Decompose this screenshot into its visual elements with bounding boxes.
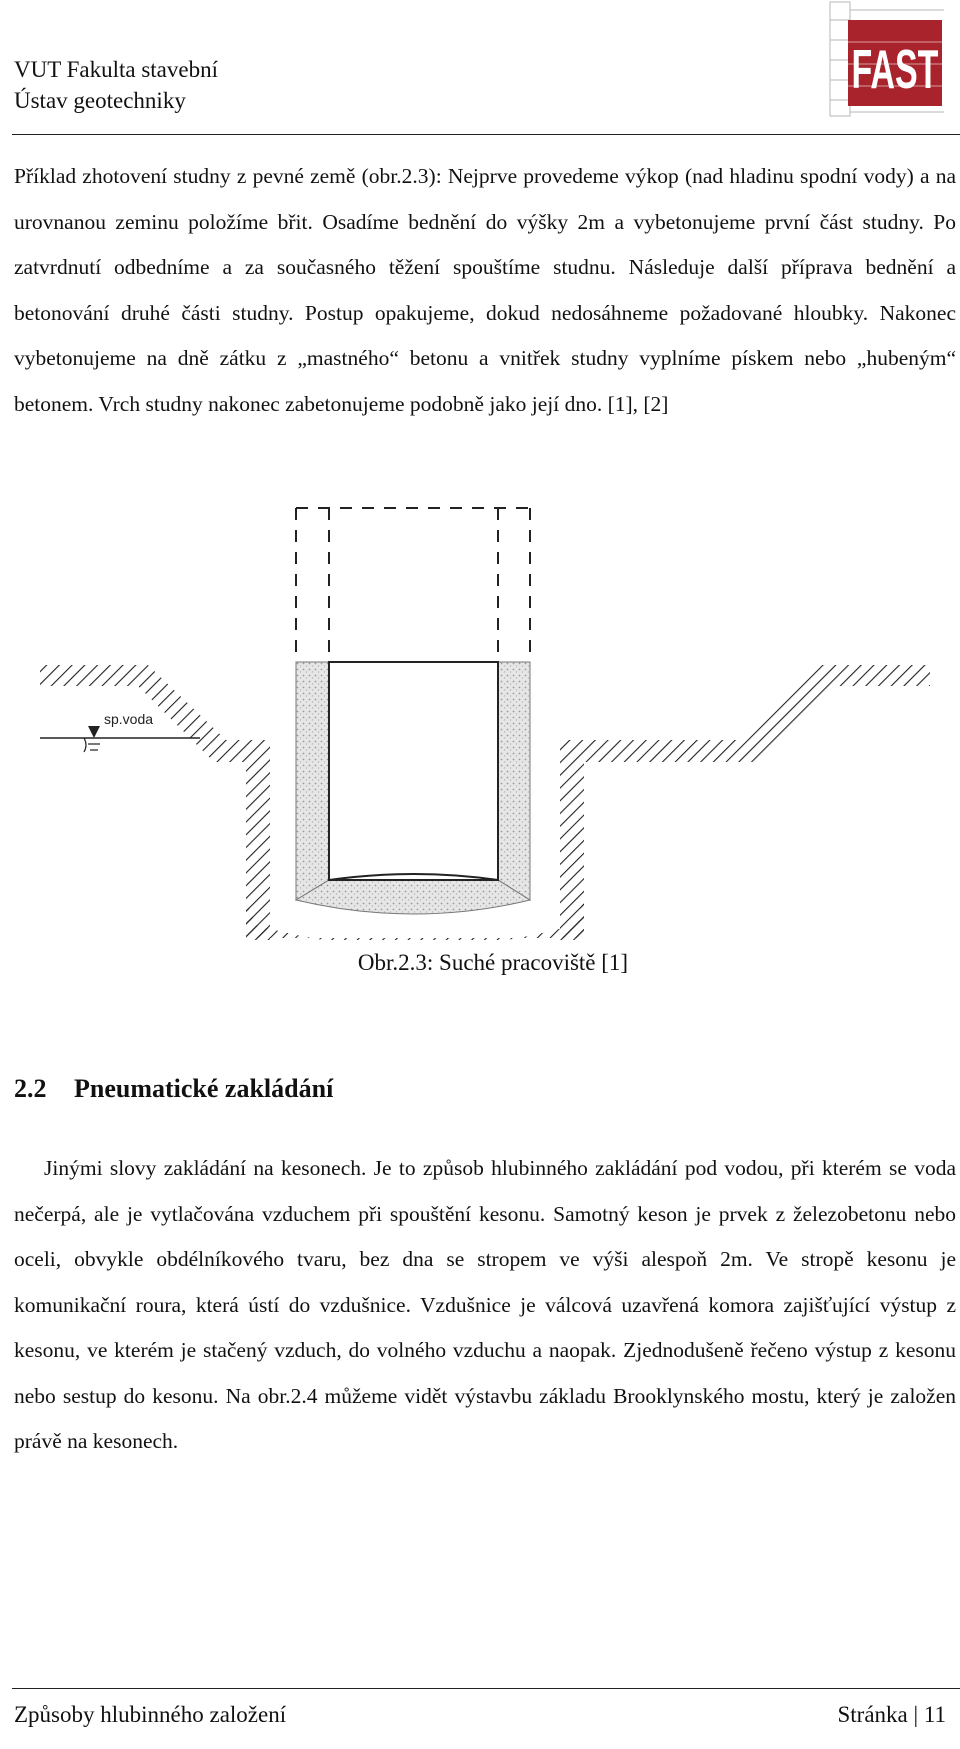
water-level-label: sp.voda [104,711,154,727]
dry-workplace-figure [20,500,950,940]
footer-rule [12,1688,960,1689]
section-paragraph-wrapper [14,1146,956,1465]
header-department: Ústav geotechniky [14,88,186,113]
well-wall-right [498,662,530,900]
formwork-dashed [296,508,530,662]
section-heading [14,1074,333,1104]
figure-caption: Obr.2.3: Suché pracoviště [1] [357,950,629,975]
ground-left [40,665,270,940]
well-wall-left [296,662,329,900]
well-interior [329,662,498,880]
footer-title: Způsoby hlubinného založení [14,1702,287,1727]
page-number: Stránka | 11 [837,1702,946,1727]
well-bottom [296,880,530,914]
fast-logo [828,0,946,118]
section-paragraph: Jinými slovy zakládání na kesonech. Je to způsob hlubinného zakládání pod vodou, při kterém se voda nečerpá, ale je vytlačována vzduchem při spouštění kesonu. Samotný keson je prvek z železobetonu nebo oceli, obvykle obdélníkového tvaru, bez dna se stropem ve výši alespoň 2m. Ve stropě kesonu je komunikační roura, která ústí do vzdušnice. Vzdušnice je válcová uzavřená komora zajišťující výstup z kesonu, ve kterém je stačený vzduch, do volného vzduchu a naopak. Zjednodušeně řečeno výstup z kesonu nebo sestup do kesonu. Na obr.2.4 můžeme vidět výstavbu základu Brooklynského mostu, který je založen právě na kesonech. [14,1156,956,1453]
water-level-marker [88,726,100,738]
section-number: 2.2 [14,1074,47,1103]
logo-text: FAST [851,38,939,100]
header-institution: VUT Fakulta stavební [14,57,218,82]
ground-right [560,665,930,940]
header-rule [12,134,960,135]
section-title: Pneumatické zakládání [74,1074,334,1103]
intro-paragraph: Příklad zhotovení studny z pevné země (obr.2.3): Nejprve provedeme výkop (nad hladinu spodní vody) a na urovnanou zeminu položíme břit. Osadíme bednění do výšky 2m a vybetonujeme první část studny. Po zatvrdnutí odbedníme a za současného těžení spouštíme studnu. Následuje další příprava bednění a betonování druhé části studny. Postup opakujeme, dokud nedosáhneme požadované hloubky. Nakonec vybetonujeme na dně zátku z „mastného“ betonu a vnitřek studny vyplníme pískem nebo „hubeným“ betonem. Vrch studny nakonec zabetonujeme podobně jako její dno. [1], [2] [14,164,956,416]
